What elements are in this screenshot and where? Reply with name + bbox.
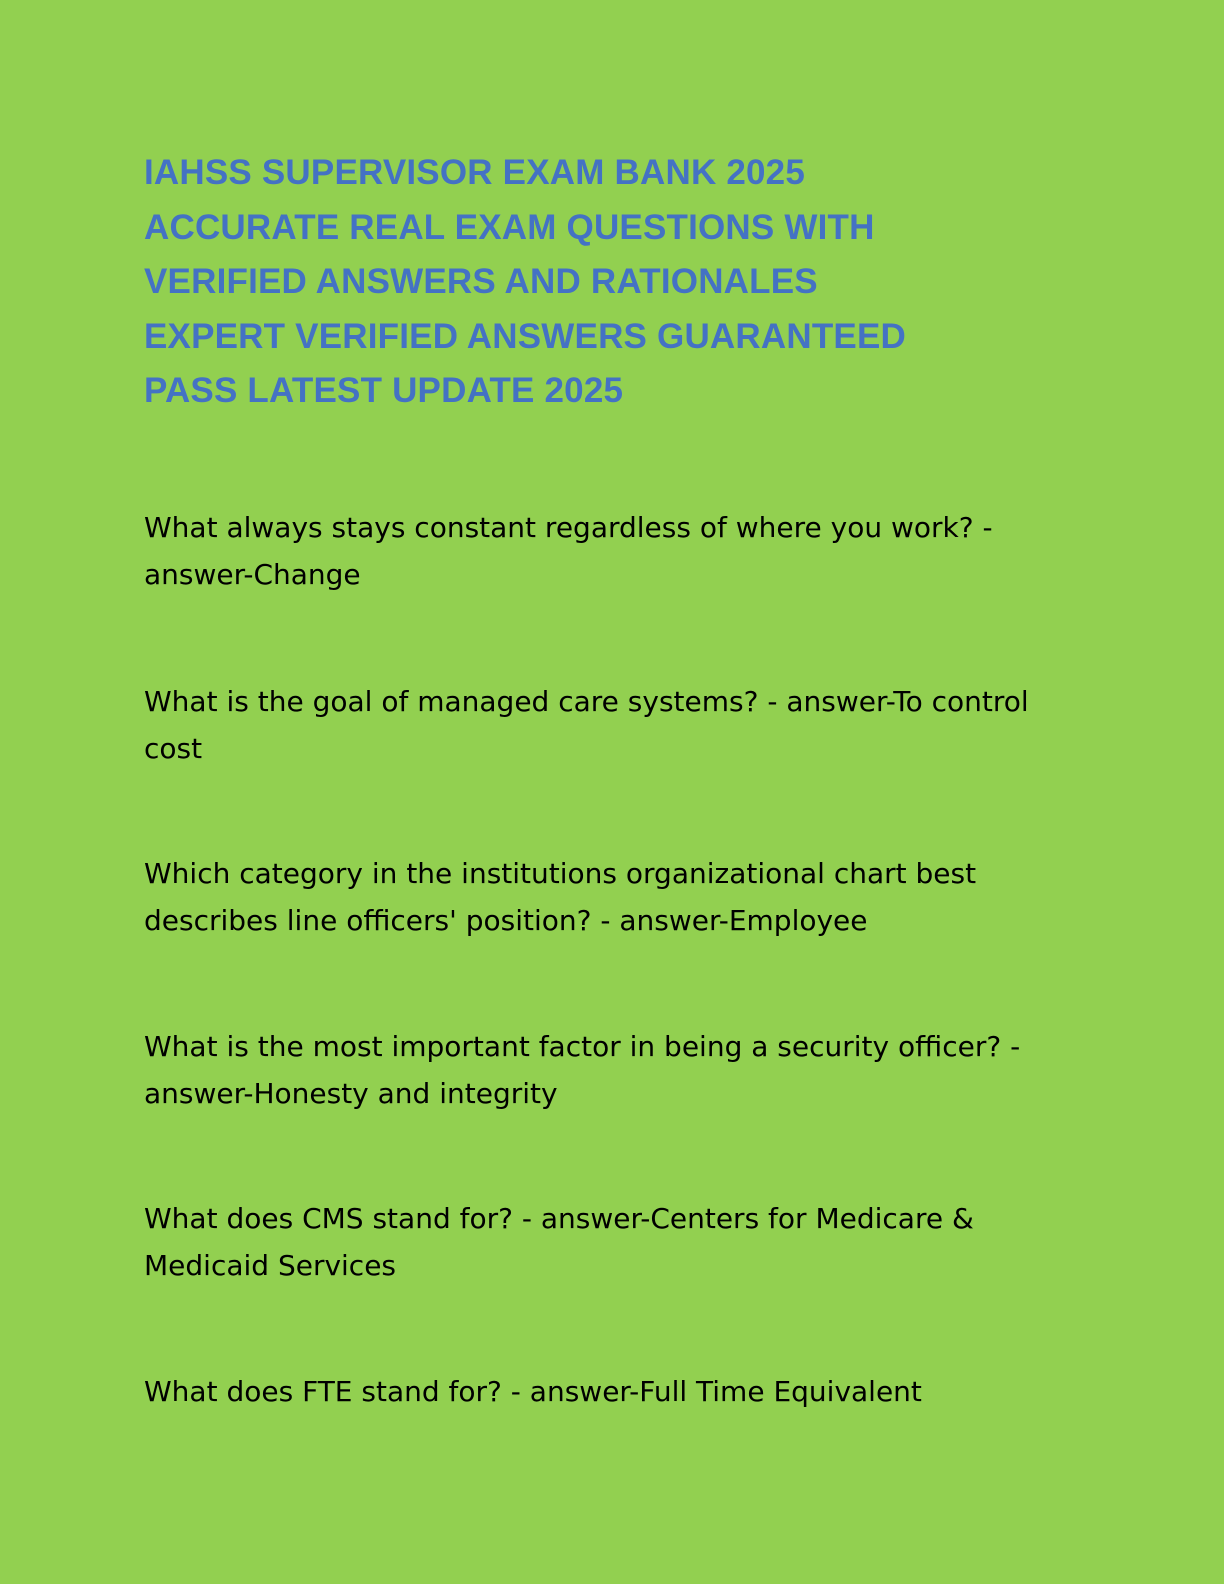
- title-line: PASS LATEST UPDATE 2025: [144, 371, 624, 410]
- title-line: ACCURATE REAL EXAM QUESTIONS WITH: [144, 207, 875, 247]
- qa-item: [144, 678, 1104, 772]
- qa-item: [144, 1368, 1104, 1415]
- qa-line: cost: [144, 732, 203, 765]
- qa-line: What is the most important factor in being a security officer? -: [144, 1030, 1021, 1063]
- qa-line: What does FTE stand for? - answer-Full Time Equivalent: [144, 1375, 922, 1408]
- qa-line: What is the goal of managed care systems? - answer-To control: [144, 685, 1029, 718]
- qa-item: [144, 504, 1104, 598]
- qa-line: What always stays constant regardless of where you work? -: [144, 511, 993, 544]
- qa-line: Which category in the institutions organizational chart best: [144, 857, 977, 890]
- qa-line: answer-Honesty and integrity: [144, 1077, 558, 1110]
- qa-line: What does CMS stand for? - answer-Centers for Medicare &: [144, 1202, 974, 1235]
- qa-line: answer-Change: [144, 558, 361, 591]
- qa-line: Medicaid Services: [144, 1249, 397, 1282]
- document-title: [144, 146, 1104, 419]
- qa-item: [144, 1023, 1104, 1117]
- qa-line: describes line officers' position? - answer-Employee: [144, 904, 868, 937]
- qa-item: [144, 850, 1104, 944]
- title-line: VERIFIED ANSWERS AND RATIONALES: [144, 262, 818, 301]
- title-line: IAHSS SUPERVISOR EXAM BANK 2025: [144, 153, 806, 192]
- qa-item: [144, 1195, 1104, 1289]
- title-line: EXPERT VERIFIED ANSWERS GUARANTEED: [144, 316, 906, 356]
